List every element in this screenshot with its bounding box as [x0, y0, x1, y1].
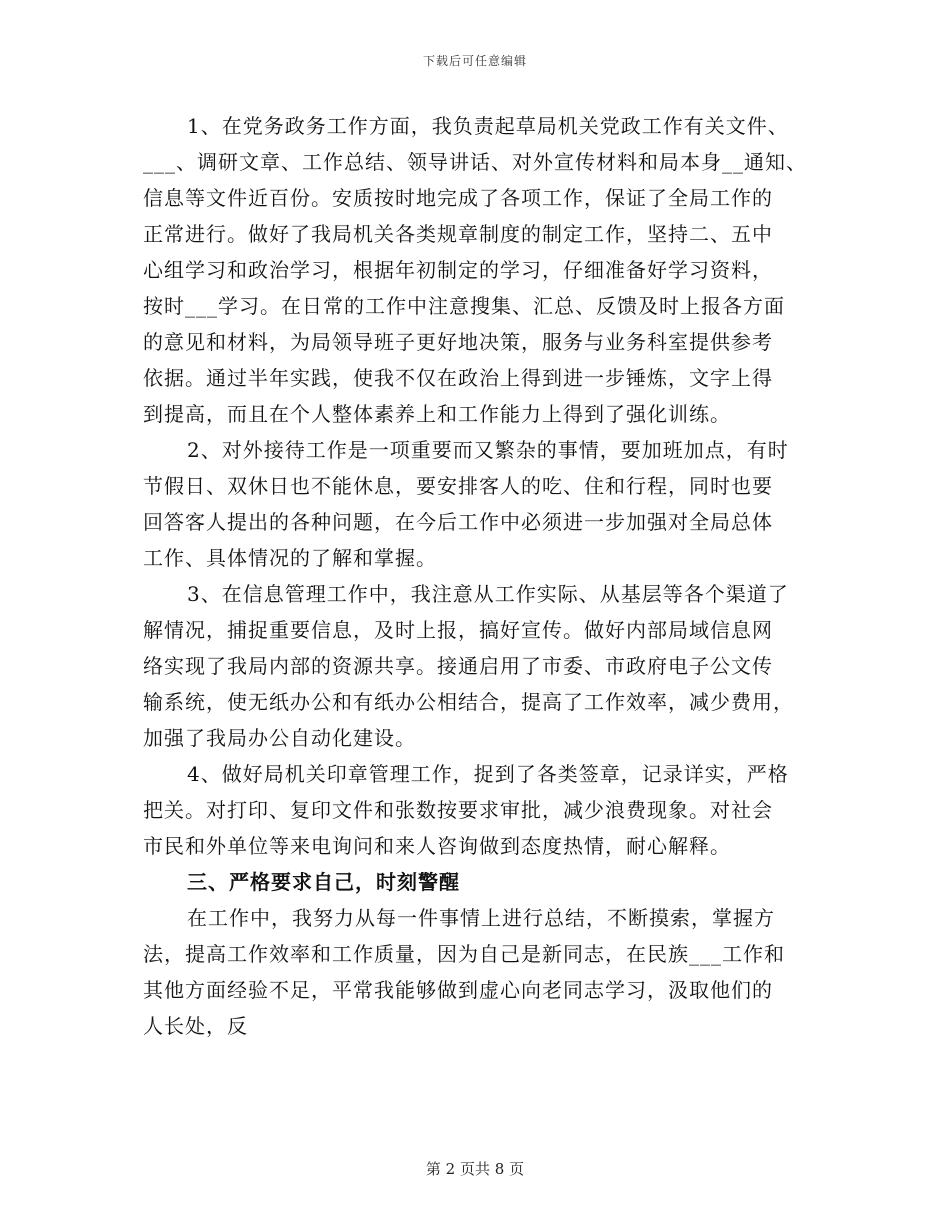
text-line: 依据。通过半年实践，使我不仅在政治上得到进一步锤炼，文字上得	[143, 366, 773, 390]
text-line: 节假日、双休日也不能休息，要安排客人的吃、住和行程，同时也要	[143, 474, 773, 498]
text-line: 按时___学习。在日常的工作中注意搜集、汇总、反馈及时上报各方面	[143, 294, 785, 318]
text-line: 人长处，反	[143, 1014, 248, 1038]
text-line: 信息等文件近百份。安质按时地完成了各项工作，保证了全局工作的	[143, 186, 773, 210]
paragraph-3	[143, 576, 823, 756]
text-line: 回答客人提出的各种问题，在今后工作中必须进一步加强对全局总体	[143, 510, 773, 534]
text-line: 1、在党务政务工作方面，我负责起草局机关党政工作有关文件、	[187, 114, 789, 138]
text-line: 在工作中，我努力从每一件事情上进行总结，不断摸索，掌握方	[187, 906, 775, 930]
text-line: 心组学习和政治学习，根据年初制定的学习，仔细准备好学习资料，	[143, 258, 773, 282]
paragraph-2	[143, 432, 823, 576]
text-line: 络实现了我局内部的资源共享。接通启用了市委、市政府电子公文传	[143, 654, 773, 678]
paragraph-1	[143, 108, 823, 432]
text-line: 输系统，使无纸办公和有纸办公相结合，提高了工作效率，减少费用，	[143, 690, 794, 714]
text-line: ___、调研文章、工作总结、领导讲话、对外宣传材料和局本身__通知、	[143, 150, 807, 174]
text-line: 的意见和材料，为局领导班子更好地决策，服务与业务科室提供参考	[143, 330, 773, 354]
text-line: 4、做好局机关印章管理工作，捉到了各类签章，记录详实，严格	[187, 762, 789, 786]
page-footer: 第 2 页共 8 页	[425, 1160, 525, 1178]
paragraph-4	[143, 756, 823, 864]
text-line: 加强了我局办公自动化建设。	[143, 726, 416, 750]
document-body	[143, 108, 823, 1044]
text-line: 2、对外接待工作是一项重要而又繁杂的事情，要加班加点，有时	[187, 438, 789, 462]
section-heading: 三、严格要求自己，时刻警醒	[187, 870, 460, 894]
text-line: 解情况，捕捉重要信息，及时上报，搞好宣传。做好内部局域信息网	[143, 618, 773, 642]
page-header: 下载后可任意编辑	[422, 54, 527, 68]
paragraph-5	[143, 900, 823, 1044]
text-line: 3、在信息管理工作中，我注意从工作实际、从基层等各个渠道了	[187, 582, 789, 606]
text-line: 工作、具体情况的了解和掌握。	[143, 546, 437, 570]
text-line: 正常进行。做好了我局机关各类规章制度的制定工作，坚持二、五中	[143, 222, 773, 246]
text-line: 市民和外单位等来电询问和来人咨询做到态度热情，耐心解释。	[143, 834, 731, 858]
text-line: 到提高，而且在个人整体素养上和工作能力上得到了强化训练。	[143, 402, 731, 426]
text-line: 把关。对打印、复印文件和张数按要求审批，减少浪费现象。对社会	[143, 798, 773, 822]
text-line: 其他方面经验不足，平常我能够做到虚心向老同志学习，汲取他们的	[143, 978, 773, 1002]
text-line: 法，提高工作效率和工作质量，因为自己是新同志，在民族___工作和	[143, 942, 785, 966]
